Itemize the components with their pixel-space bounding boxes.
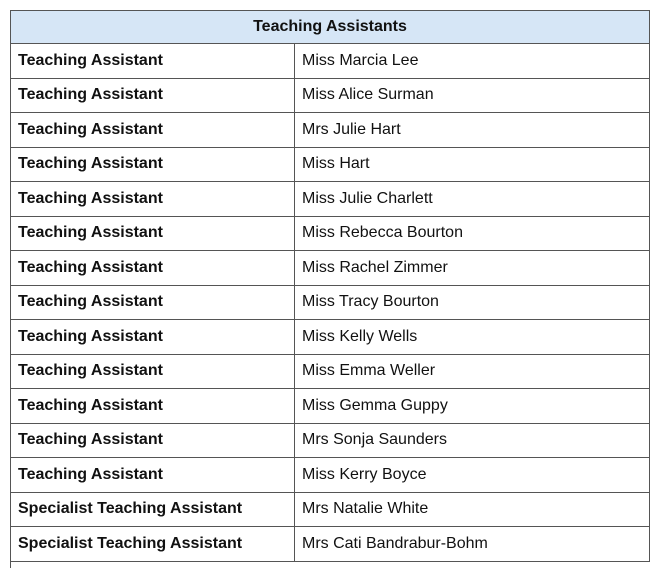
table-row	[11, 147, 650, 182]
name-cell: Miss Alice Surman	[295, 78, 650, 113]
role-cell: Teaching Assistant	[11, 44, 295, 79]
table-row	[11, 320, 650, 355]
role-cell: Teaching Assistant	[11, 458, 295, 493]
role-cell: Specialist Teaching Assistant	[11, 492, 295, 527]
table-row	[11, 492, 650, 527]
name-cell: Miss Kerry Boyce	[295, 458, 650, 493]
name-cell: Miss Rachel Zimmer	[295, 251, 650, 286]
name-cell: Miss Hart	[295, 147, 650, 182]
table-row	[11, 423, 650, 458]
name-cell: Mrs Cati Bandrabur-Bohm	[295, 527, 650, 562]
role-cell: Teaching Assistant	[11, 113, 295, 148]
table-row	[11, 389, 650, 424]
table-row	[11, 113, 650, 148]
role-cell: Teaching Assistant	[11, 354, 295, 389]
name-cell: Miss Julie Charlett	[295, 182, 650, 217]
role-cell: Teaching Assistant	[11, 78, 295, 113]
role-cell: Teaching Assistant	[11, 320, 295, 355]
table-row	[11, 527, 650, 562]
name-cell: Mrs Julie Hart	[295, 113, 650, 148]
role-cell: Teaching Assistant	[11, 251, 295, 286]
name-cell: Miss Marcia Lee	[295, 44, 650, 79]
divider-tick	[10, 562, 11, 568]
role-cell: Teaching Assistant	[11, 423, 295, 458]
table-row	[11, 251, 650, 286]
table-body	[11, 44, 650, 562]
table-row	[11, 182, 650, 217]
table-title: Teaching Assistants	[11, 11, 650, 44]
table-row	[11, 216, 650, 251]
name-cell: Mrs Natalie White	[295, 492, 650, 527]
name-cell: Miss Kelly Wells	[295, 320, 650, 355]
table-row	[11, 285, 650, 320]
role-cell: Teaching Assistant	[11, 182, 295, 217]
table-row	[11, 44, 650, 79]
name-cell: Miss Emma Weller	[295, 354, 650, 389]
role-cell: Teaching Assistant	[11, 216, 295, 251]
teaching-assistants-table	[10, 10, 650, 562]
table-row	[11, 78, 650, 113]
table-row	[11, 458, 650, 493]
role-cell: Teaching Assistant	[11, 389, 295, 424]
name-cell: Miss Rebecca Bourton	[295, 216, 650, 251]
role-cell: Teaching Assistant	[11, 285, 295, 320]
name-cell: Mrs Sonja Saunders	[295, 423, 650, 458]
table-row	[11, 354, 650, 389]
role-cell: Teaching Assistant	[11, 147, 295, 182]
name-cell: Miss Tracy Bourton	[295, 285, 650, 320]
table-header-row	[11, 11, 650, 44]
role-cell: Specialist Teaching Assistant	[11, 527, 295, 562]
name-cell: Miss Gemma Guppy	[295, 389, 650, 424]
